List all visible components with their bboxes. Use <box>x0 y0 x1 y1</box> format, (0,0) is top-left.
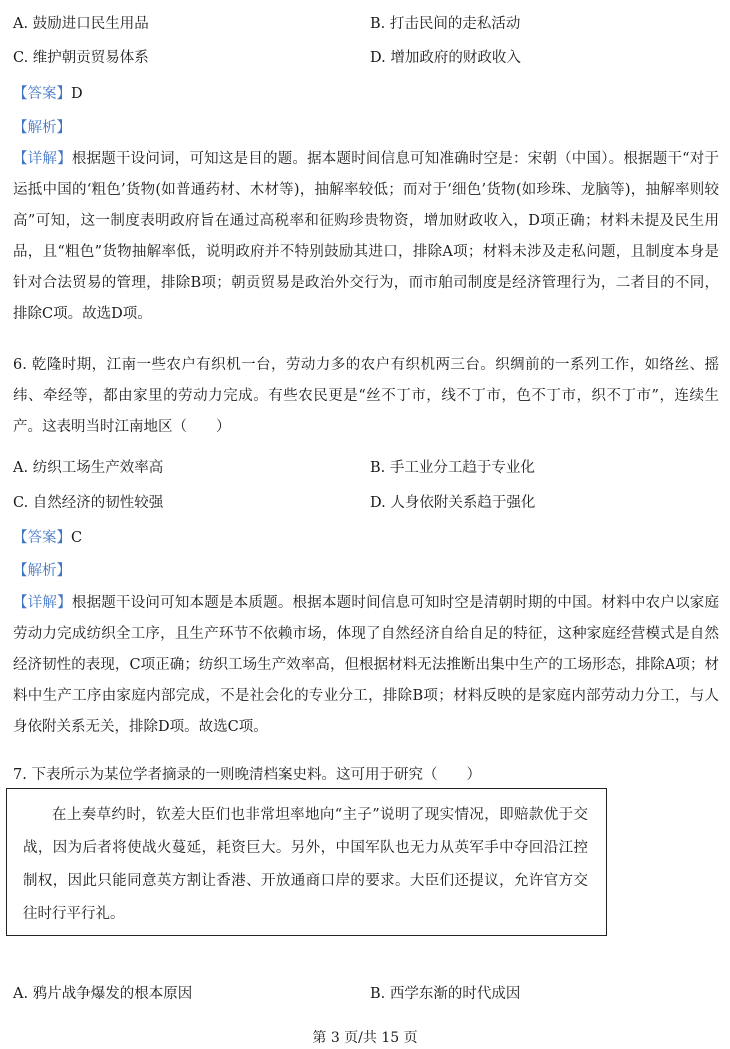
q6-detail <box>13 588 719 743</box>
q6-options-row-1 <box>13 457 713 479</box>
q6-analysis-heading <box>13 560 713 582</box>
q5-detail-text: 根据题干设问词，可知这是目的题。据本题时间信息可知准确时空是：宋朝（中国）。根据题干“对于运抵中国的‘粗色’货物(如普通药材、木材等)，抽解率较低；而对于‘细色’货物(如珍珠、龙脑等)，抽解率则较高”可知，这一制度表明政府旨在通过高税率和征购珍贵物资，增加财政收入，D项正确；材料未提及民生用品，且“粗色”货物抽解率低，说明政府并不特别鼓励其进口，排除A项；材料未涉及走私问题，且制度本身是针对合法贸易的管理，排除B项；朝贡贸易是政治外交行为，而市舶司制度是经济管理行为，二者目的不同，排除C项。故选D项。 <box>13 151 719 322</box>
q6-option-c: C. 自然经济的韧性较强 <box>13 495 164 511</box>
q6-option-b: B. 手工业分工趋于专业化 <box>370 460 535 476</box>
q5-option-b: B. 打击民间的走私活动 <box>370 16 521 32</box>
q5-detail-tag: 【详解】 <box>13 151 72 167</box>
q7-stem: 7. 下表所示为某位学者摘录的一则晚清档案史料。这可用于研究（ ） <box>13 767 481 783</box>
q6-answer-value: C <box>71 530 83 546</box>
q5-option-a: A. 鼓励进口民生用品 <box>13 16 149 32</box>
q5-option-c: C. 维护朝贡贸易体系 <box>13 50 149 66</box>
q6-detail-tag: 【详解】 <box>13 595 72 611</box>
q7-source-box <box>6 788 607 936</box>
q6-analysis-tag: 【解析】 <box>13 563 71 579</box>
q7-source-text: 在上奏草约时，钦差大臣们也非常坦率地向“主子”说明了现实情况，即赔款优于交战，因为后者将使战火蔓延，耗资巨大。另外，中国军队也无力从英军手中夺回沿江控制权，因此只能同意英方割让香港、开放通商口岸的要求。大臣们还提议，允许官方交往时行平行礼。 <box>23 807 588 922</box>
q5-options-row-2 <box>13 47 713 69</box>
q6-detail-text: 根据题干设问可知本题是本质题。根据本题时间信息可知时空是清朝时期的中国。材料中农户以家庭劳动力完成纺织全工序，且生产环节不依赖市场，体现了自然经济自给自足的特征，这种家庭经营模式是自然经济韧性的表现，C项正确；纺织工场生产效率高，但根据材料无法推断出集中生产的工场形态，排除A项；材料中生产工序由家庭内部完成，不是社会化的专业分工，排除B项；材料反映的是家庭内部劳动力分工，与人身依附关系无关，排除D项。故选C项。 <box>13 595 720 735</box>
q6-option-d: D. 人身依附关系趋于强化 <box>370 495 536 511</box>
q5-answer-value: D <box>71 86 83 102</box>
q5-answer <box>13 83 713 105</box>
page-footer: 第 3 页/共 15 页 <box>312 1030 418 1046</box>
q5-detail <box>13 144 719 330</box>
q5-option-d: D. 增加政府的财政收入 <box>370 50 521 66</box>
q5-analysis-tag: 【解析】 <box>13 120 71 136</box>
q7-option-b: B. 西学东渐的时代成因 <box>370 986 521 1002</box>
q5-options-row-1 <box>13 13 713 35</box>
q6-option-a: A. 纺织工场生产效率高 <box>13 460 164 476</box>
q7-option-a: A. 鸦片战争爆发的根本原因 <box>13 986 193 1002</box>
q6-stem: 6. 乾隆时期，江南一些农户有织机一台，劳动力多的农户有织机两三台。织绸前的一系列工作，如络丝、摇纬、牵经等，都由家里的劳动力完成。有些农民更是“丝不丁市，线不丁市，色不丁市，织不丁市”，连续生产。这表明当时江南地区（ ） <box>13 357 719 435</box>
q7-options-row-1 <box>13 983 713 1005</box>
q6-answer-tag: 【答案】 <box>13 530 71 546</box>
q5-analysis-heading <box>13 117 713 139</box>
q5-answer-tag: 【答案】 <box>13 86 71 102</box>
q6-options-row-2 <box>13 492 713 514</box>
q6-answer <box>13 527 713 549</box>
